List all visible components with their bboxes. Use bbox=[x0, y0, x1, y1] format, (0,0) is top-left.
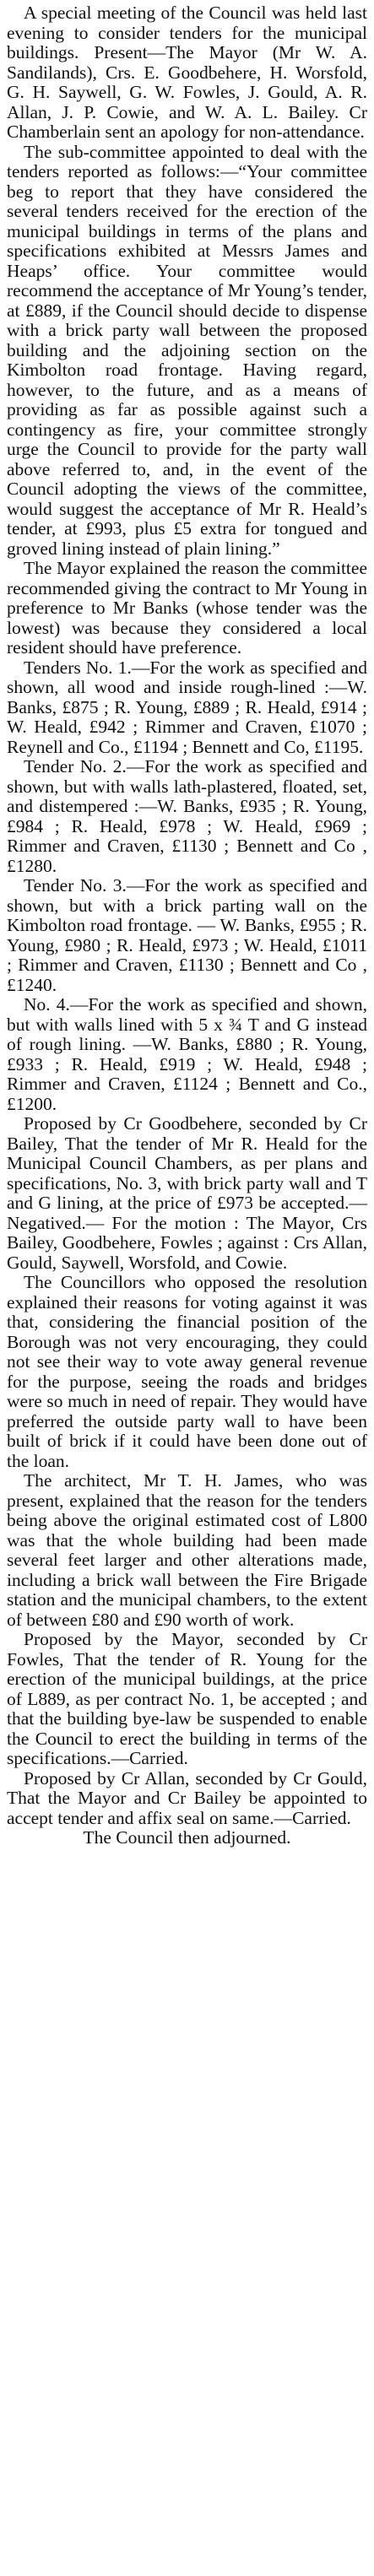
article-paragraph-subcommittee-report: The sub-committee appointed to deal with the tenders reported as follows:—“Your committee beg to report that they have considered the several tenders received for the erection of the municipal buildings in terms of the plans and specifications exhibited at Messrs James and Heaps’ office. Your committee would recommend the acceptance of Mr Young’s tender, at £889, if the Council should decide to dispense with a brick party wall between the proposed building and the adjoining section on the Kimbolton road frontage. Having regard, however, to the future, and as a means of providing as far as possible against such a contingency as fire, your committee strongly urge the Council to provide for the party wall above referred to, and, in the event of the Council adopting the views of the committee, would suggest the acceptance of Mr R. Heald’s tender, at £993, plus £5 extra for tongued and groved lining instead of plain lining.” bbox=[7, 141, 367, 559]
article-closing-line: The Council then adjourned. bbox=[83, 1827, 291, 1848]
article-paragraph-tender-4: No. 4.—For the work as specified and shown, but with walls lined with 5 x ¾ T and G instead of rough lining. —W. Banks, £880 ; R. Young, £933 ; R. Heald, £919 ; W. Heald, £948 ; Rimmer and Craven, £1124 ; Bennett and Co., £1200. bbox=[7, 994, 367, 1114]
article-paragraph-seal-motion: Proposed by Cr Allan, seconded by Cr Gould, That the Mayor and Cr Bailey be appointed to accept tender and affix seal on same.—Carried. bbox=[7, 1767, 367, 1828]
article-paragraph-tender-3: Tender No. 3.—For the work as specified and shown, but with a brick parting wall on the Kimbolton road frontage. — W. Banks, £955 ; R. Young, £980 ; R. Heald, £973 ; W. Heald, £1011 ; Rimmer and Craven, £1130 ; Bennett and Co ,£1240. bbox=[7, 875, 367, 995]
article-paragraph-tender-2: Tender No. 2.—For the work as specified and shown, but with walls lath-plastered, floated, set, and distempered :—W. Banks, £935 ; R. Young, £984 ; R. Heald, £978 ; W. Heald, £969 ; Rimmer and Craven, £1130 ; Bennett and Co , £1280. bbox=[7, 756, 367, 876]
article-paragraph-tender-1: Tenders No. 1.—For the work as specified and shown, all wood and inside rough-lined :—W. Banks, £875 ; R. Young, £889 ; R. Heald, £914 ; W. Heald, £942 ; Rimmer and Craven, £1070 ; Reynell and Co., £1194 ; Bennett and Co, £1195. bbox=[7, 657, 367, 757]
article-paragraph-mayor-explanation: The Mayor explained the reason the committee recommended giving the contract to Mr Young in preference to Mr Banks (whose tender was the lowest) was because they considered a local resident should have preference. bbox=[7, 558, 367, 658]
newspaper-article bbox=[7, 3, 367, 2573]
article-paragraph-young-motion: Proposed by the Mayor, seconded by Cr Fowles, That the tender of R. Young for the erection of the municipal buildings, at the price of L889, as per contract No. 1, be accepted ; and that the building bye-law be suspended to enable the Council to erect the building in terms of the specifications.—Carried. bbox=[7, 1629, 367, 1768]
article-paragraph-architect-explanation: The architect, Mr T. H. James, who was present, explained that the reason for the tenders being above the original estimated cost of L800 was that the whole building had been made several feet larger and other alterations made, including a brick wall between the Fire Brigade station and the municipal chambers, to the extent of between £80 and £90 worth of work. bbox=[7, 1470, 367, 1630]
article-paragraph-councillors-reasons: The Councillors who opposed the resolution explained their reasons for voting against it was that, considering the financial position of the Borough was not very encouraging, they could not see their way to vote away general revenue for the purpose, seeing the roads and bridges were so much in need of repair. They would have preferred the outside party wall to have been built of brick if it could have been done out of the loan. bbox=[7, 1272, 367, 1471]
article-paragraph-attendance: A special meeting of the Council was held last evening to consider tenders for the municipal buildings. Present—The Mayor (Mr W. A. Sandilands), Crs. E. Goodbehere, H. Worsfold, G. H. Saywell, G. W. Fowles, J. Gould, A. R. Allan, J. P. Cowie, and W. A. L. Bailey. Cr Chamberlain sent an apology for non-attendance. bbox=[7, 3, 367, 142]
article-paragraph-heald-motion: Proposed by Cr Goodbehere, seconded by Cr Bailey, That the tender of Mr R. Heald for the Municipal Council Chambers, as per plans and specifications, No. 3, with brick party wall and T and G lining, at the price of £973 be accepted.—Negatived.— For the motion : The Mayor, Crs Bailey, Goodbehere, Fowles ; against : Crs Allan, Gould, Saywell, Worsfold, and Cowie. bbox=[7, 1113, 367, 1273]
